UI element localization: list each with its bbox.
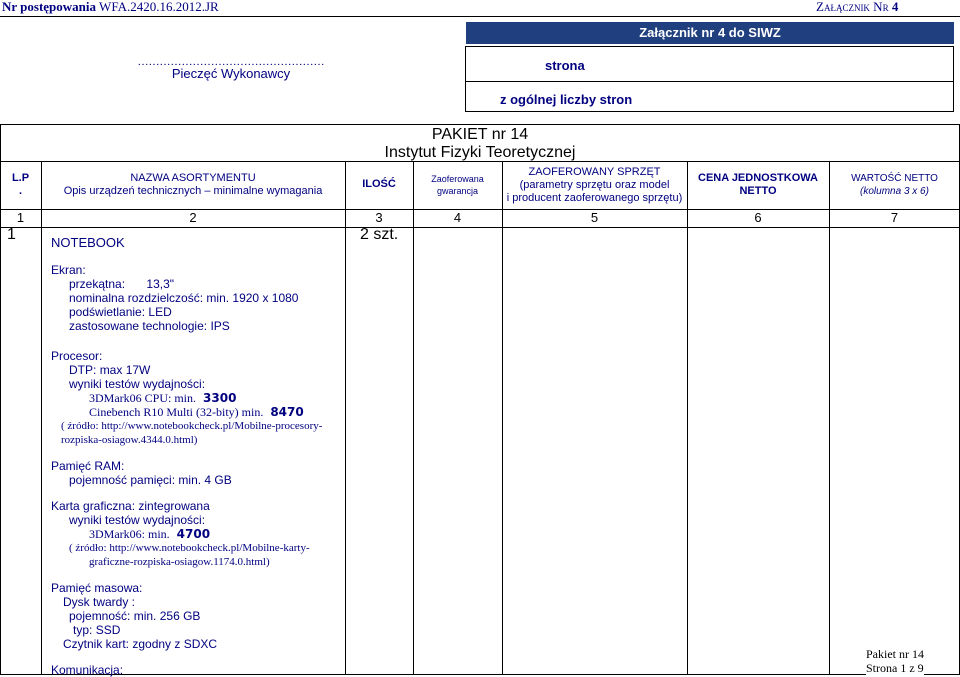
karta-3dmark-label: 3DMark06:: [89, 527, 145, 541]
col-sep-3: [413, 161, 414, 675]
th-warranty: [413, 173, 502, 197]
karta-wyniki: wyniki testów wydajności:: [69, 513, 206, 527]
th-offered-3: i producent zaoferowanego sprzętu): [506, 192, 683, 204]
col-sep-5: [687, 161, 688, 675]
ekran-rozdz: [69, 291, 341, 305]
th-offered: [502, 166, 687, 205]
col-num-2: 2: [189, 210, 197, 225]
ekran-rozdz-value: min. 1920 x 1080: [206, 291, 299, 305]
col-num-1: 1: [16, 210, 25, 225]
procesor-src-1: ( źródło: http://www.notebookcheck.pl/Mobilne-procesory-: [61, 420, 323, 432]
banner-text: Załącznik nr 4 do SIWZ: [639, 25, 781, 40]
th-value-2: (kolumna 3 x 6): [860, 186, 929, 197]
ram-label: pojemność pamięci:: [69, 473, 176, 487]
th-price-1: CENA JEDNOSTKOWA: [698, 172, 818, 184]
col-num-4: 4: [453, 210, 462, 225]
karta-3dmark: [89, 527, 341, 541]
header-rule: [0, 16, 960, 17]
row-qty: 2 szt.: [360, 226, 399, 243]
footer-pakiet: Pakiet nr 14: [866, 647, 924, 661]
th-name-1: NAZWA ASORTYMENTU: [130, 172, 256, 184]
specs: [51, 263, 341, 677]
number-row-bottom: [0, 227, 960, 228]
procesor-cine: [89, 405, 341, 419]
th-name: [41, 172, 345, 198]
procesor-cine-label: Cinebench R10 Multi (32-bity): [89, 405, 239, 419]
th-value: [829, 172, 960, 198]
col-sep-1: [41, 161, 42, 675]
masowa-poj-label: pojemność: min.: [69, 609, 157, 623]
masowa-dysk: Dysk twardy :: [63, 595, 136, 609]
karta-3dmark-min: min.: [148, 527, 170, 541]
ekran-przekatna: [69, 277, 341, 291]
ekran-podsw-value: LED: [148, 305, 172, 319]
header-left: [2, 0, 219, 15]
header-row-top: [0, 161, 960, 162]
stamp-dots: ……………………………………………: [137, 56, 325, 68]
karta-3dmark-value: 4700: [176, 527, 211, 541]
th-price: [687, 172, 829, 198]
th-warranty-2: gwarancja: [436, 186, 479, 196]
masowa-czytnik-label: Czytnik kart:: [63, 637, 130, 651]
masowa-czytnik-value: zgodny z SDXC: [132, 637, 218, 651]
ram-line: [69, 473, 341, 487]
procesor-3dmark-label: 3DMark06 CPU:: [89, 391, 172, 405]
page-info-ogolnej: z ogólnej liczby stron: [500, 92, 633, 107]
ekran-techn-value: IPS: [210, 319, 230, 333]
col-sep-2: [345, 161, 346, 675]
th-name-2: Opis urządzeń technicznych – minimalne wymagania: [63, 185, 323, 197]
procesor-3dmark-min: min.: [174, 391, 197, 405]
ekran-przekatna-value: 13,3": [146, 277, 175, 291]
package-title: PAKIET nr 14: [431, 126, 529, 143]
procesor-title: Procesor:: [51, 349, 103, 363]
karta-title: Karta graficzna: zintegrowana: [51, 499, 210, 513]
komunikacja-title: Komunikacja:: [51, 663, 124, 677]
row-lp: 1: [7, 226, 16, 243]
page-info-divider: [465, 81, 954, 82]
ram-title: Pamięć RAM:: [51, 459, 125, 473]
header-left-prefix: Nr postępowania: [2, 0, 97, 14]
masowa-typ-value: SSD: [95, 623, 121, 637]
ram-value: min. 4 GB: [178, 473, 232, 487]
row-name: NOTEBOOK: [51, 235, 125, 250]
th-value-1: WARTOŚĆ NETTO: [851, 173, 938, 184]
procesor-dtp-label: DTP:: [69, 363, 97, 377]
header-left-number: WFA.2420.16.2012.JR: [99, 0, 219, 14]
procesor-wyniki: wyniki testów wydajności:: [69, 377, 206, 391]
procesor-src-2: rozpiska-osiagow.4344.0.html): [61, 434, 198, 446]
col-sep-4: [502, 161, 503, 675]
ekran-rozdz-label: nominalna rozdzielczość:: [69, 291, 204, 305]
procesor-cine-min: min.: [241, 405, 264, 419]
th-lp-1: L.P: [11, 172, 30, 184]
header-right-number: 4: [891, 0, 899, 14]
masowa-typ-label: typ:: [73, 623, 93, 637]
th-lp-2: .: [18, 185, 23, 197]
masowa-czytnik: [63, 637, 341, 651]
header-right-prefix: Załącznik Nr: [816, 0, 889, 14]
procesor-dtp-value: max 17W: [99, 363, 151, 377]
karta-src-2: graficzne-rozpiska-osiagow.1174.0.html): [89, 556, 270, 568]
ekran-techn: [69, 319, 341, 333]
footer-strona: Strona 1 z 9: [866, 661, 924, 675]
header-right: [816, 0, 898, 15]
ekran-techn-label: zastosowane technologie:: [69, 319, 208, 333]
th-price-2: NETTO: [739, 185, 777, 197]
karta-src-1: ( źródło: http://www.notebookcheck.pl/Mobilne-karty-: [69, 542, 310, 554]
footer: [866, 647, 924, 675]
procesor-dtp: [69, 363, 341, 377]
ekran-podsw-label: podświetlanie:: [69, 305, 146, 319]
th-qty: ILOŚĆ: [362, 178, 396, 190]
th-offered-1: ZAOFEROWANY SPRZĘT: [528, 166, 661, 178]
col-num-5: 5: [590, 210, 599, 225]
col-num-6: 6: [754, 210, 762, 225]
th-warranty-1: Zaoferowana: [431, 174, 484, 184]
package-institute: Instytut Fizyki Teoretycznej: [384, 144, 576, 161]
col-num-7: 7: [890, 210, 899, 225]
masowa-typ: [73, 623, 341, 637]
procesor-cine-value: 8470: [270, 405, 304, 419]
col-num-3: 3: [375, 210, 383, 225]
masowa-title: Pamięć masowa:: [51, 581, 143, 595]
ekran-przekatna-label: przekątna:: [69, 277, 126, 291]
th-lp: [0, 172, 41, 198]
stamp-label: Pieczęć Wykonawcy: [171, 66, 291, 81]
procesor-3dmark: [89, 391, 341, 405]
th-offered-2: (parametry sprzętu oraz model: [519, 179, 670, 191]
banner: [466, 22, 954, 44]
col-sep-6: [829, 161, 830, 675]
masowa-poj-value: 256 GB: [159, 609, 201, 623]
procesor-3dmark-value: 3300: [203, 391, 237, 405]
ekran-title: Ekran:: [51, 263, 86, 277]
page-info-strona: strona: [545, 58, 585, 73]
masowa-poj: [69, 609, 341, 623]
ekran-podsw: [69, 305, 341, 319]
